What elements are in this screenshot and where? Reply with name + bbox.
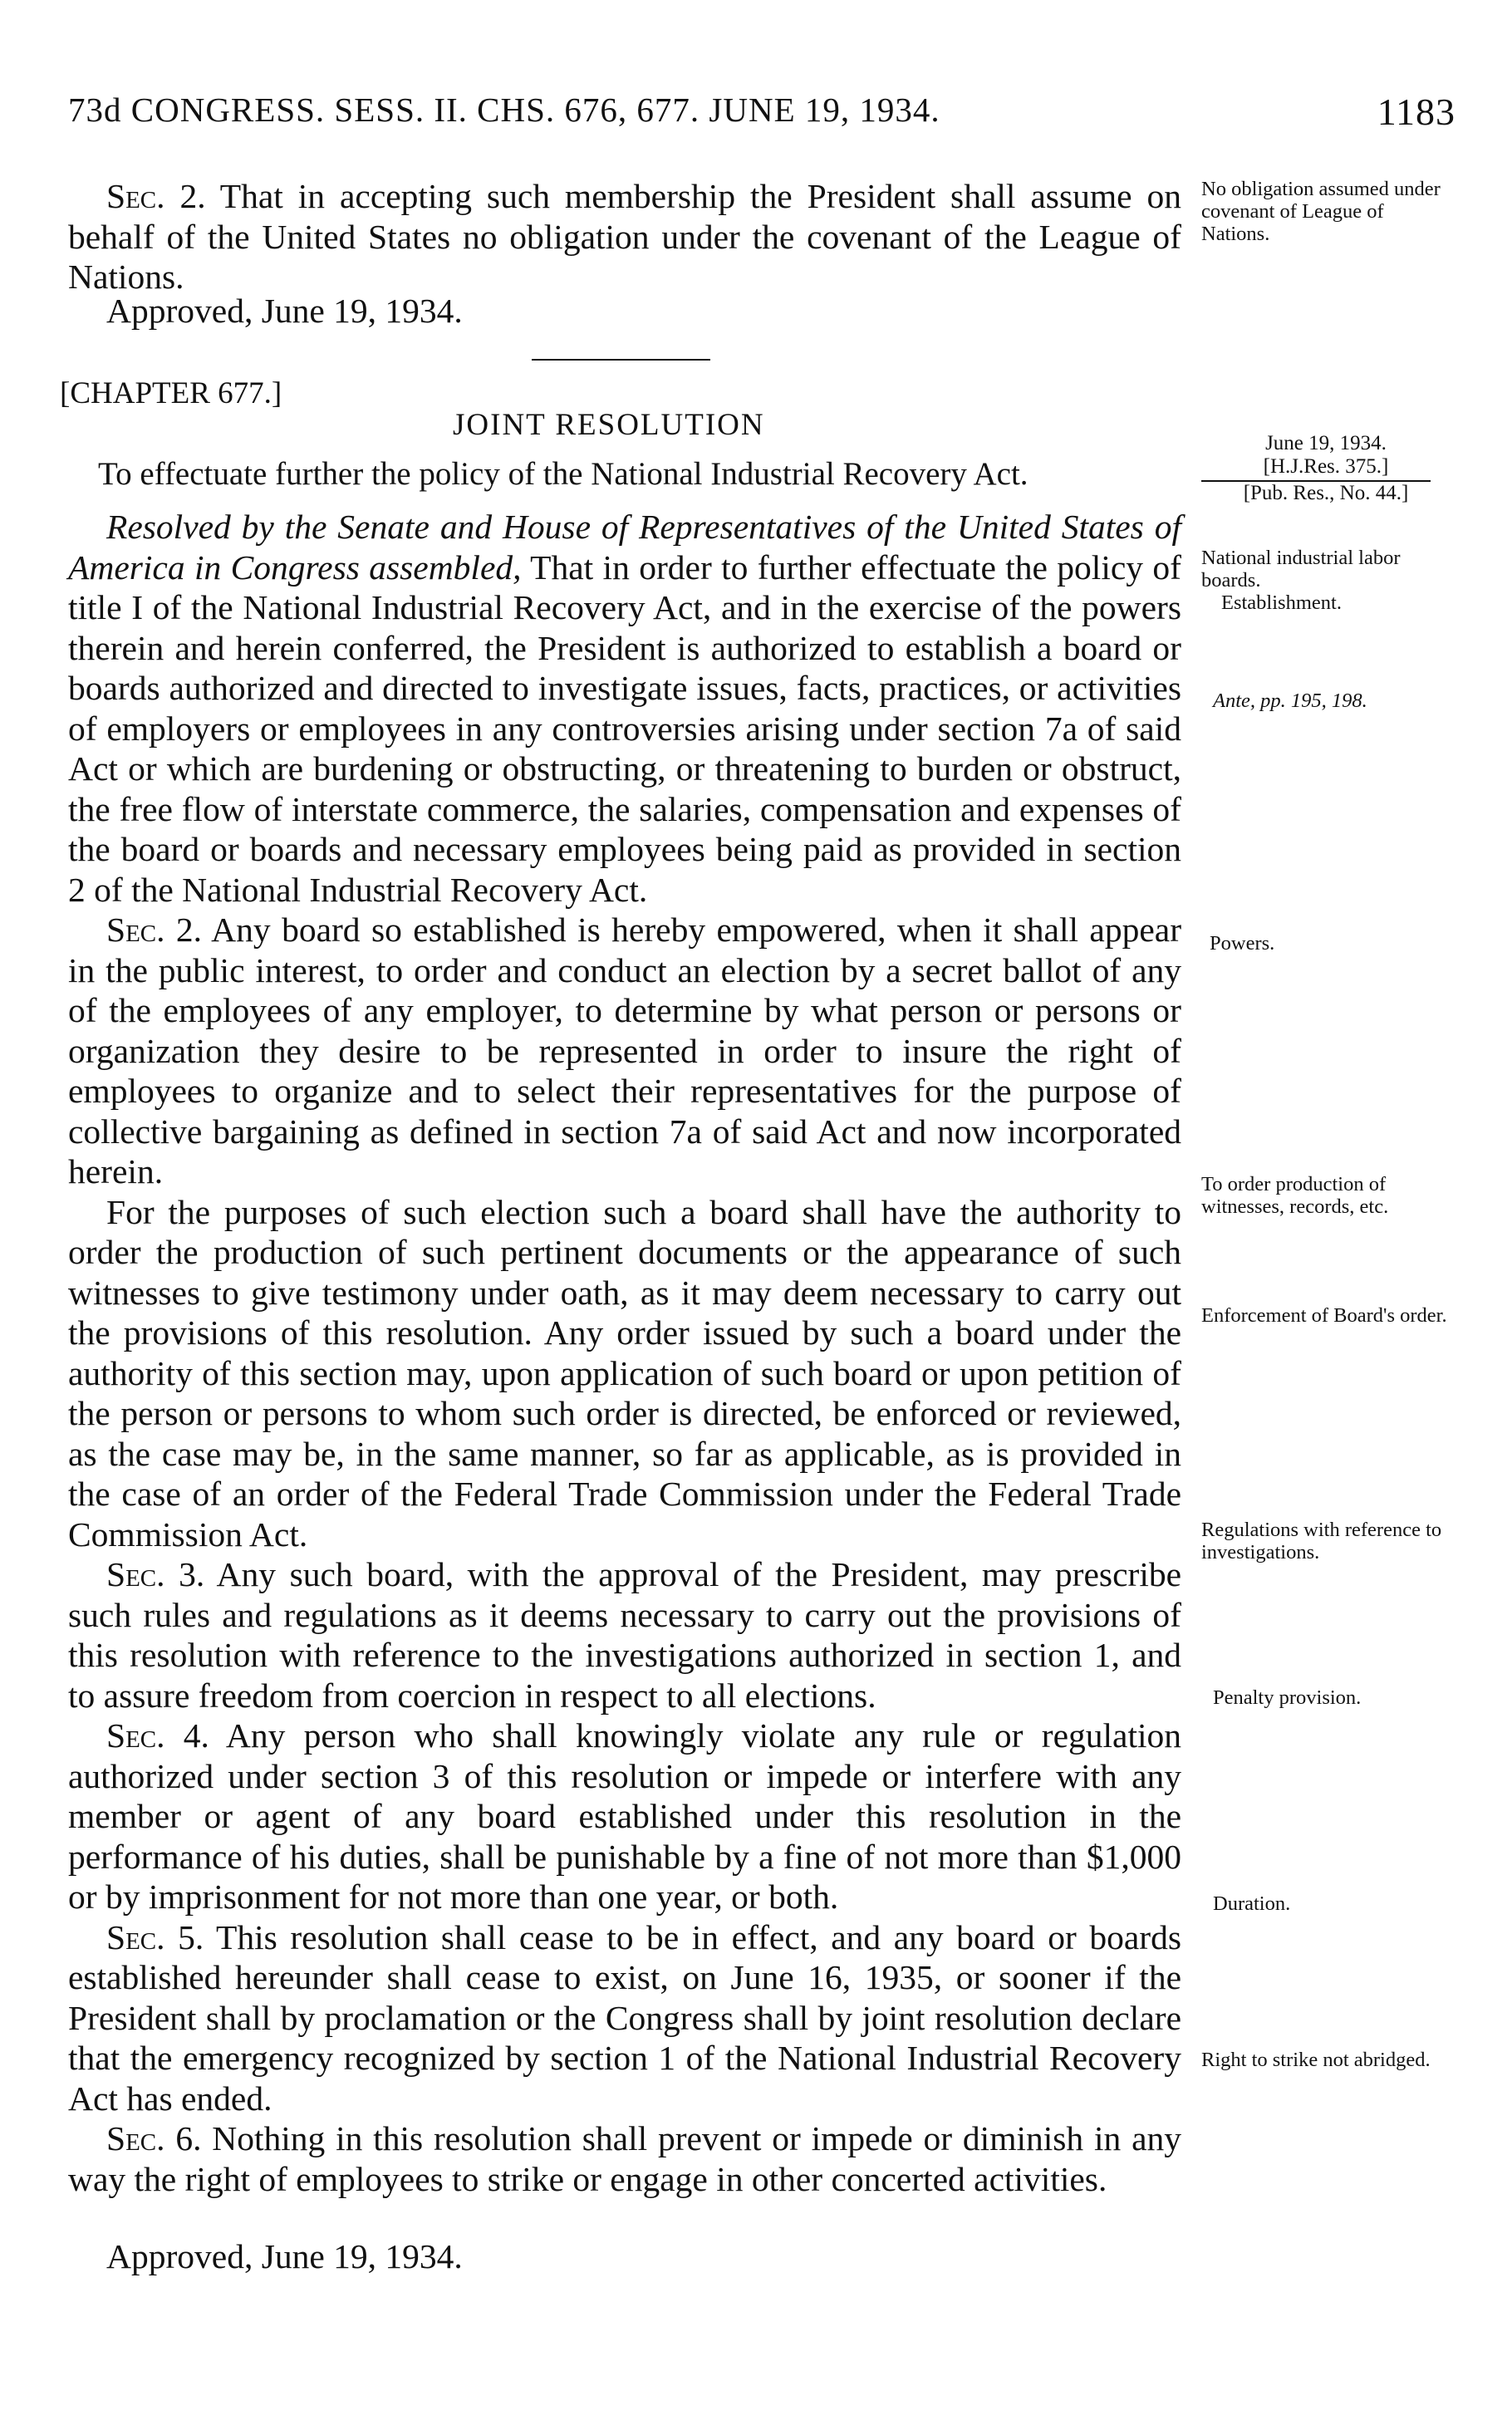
prior-approved: Approved, June 19, 1934. (106, 292, 463, 330)
margin-note-regulations: Regulations with reference to investigations. (1201, 1519, 1442, 1563)
enacting-clause: Resolved by the Senate and House of Representatives of the United States of America in Congress assembled, (68, 508, 1181, 587)
margin-note-ante: Ante, pp. 195, 198. (1213, 690, 1367, 712)
margin-note-enforcement: Enforcement of Board's order. (1201, 1304, 1447, 1327)
enactment-date: June 19, 1934. (1265, 432, 1387, 454)
chapter-divider (532, 359, 710, 361)
sec1-text: That in order to further effectuate the policy of title I of the National Industrial Recovery Act, and in the exercise of the powers therein and herein conferred, the President is authorized to establish a board or boards authorized and directed to investigate issues, facts, practices, or activities of employers or employees in any controversies arising under section 7a of said Act or which are burdening or obstructing, or threatening to burden or obstruct, the free flow of interstate commerce, the salaries, compensation and expenses of the board or boards and necessary employees being paid as provided in section 2 of the National Industrial Recovery Act. (68, 547, 1181, 909)
sec-label: Sec. (106, 177, 165, 215)
pub-res-number: [Pub. Res., No. 44.] (1243, 482, 1409, 504)
section-4: Sec. 4. Any person who shall knowingly violate any rule or regulation authorized under section 3 of this resolution or impede or interfere with any member or agent of any board established under this resolution in the performance of his duties, shall be punishable by a fine of not more than $1,000 or by imprisonment for not more than one year, or both. (68, 1716, 1182, 1916)
sec5-text: This resolution shall cease to be in effect, and any board or boards established hereunder shall cease to exist, on June 16, 1935, or sooner if the President shall by proclamation or the Congress shall by joint resolution declare that the emergency recognized by section 1 of the National Industrial Recovery Act has ended. (68, 1917, 1181, 2118)
margin-note-labor-boards: National industrial labor boards. (1201, 547, 1401, 591)
margin-note-powers: Powers. (1210, 932, 1275, 955)
chapter-label: [CHAPTER 677.] (60, 376, 282, 410)
resolution-body (68, 507, 1181, 2199)
margin-note-duration: Duration. (1213, 1892, 1291, 1915)
section-2: Sec. 2. Any board so established is hereby empowered, when it shall appear in the public interest, to order and conduct an election by a secret ballot of any of the employees of any employer, to determine by what person or persons or organization they desire to be represented in order to insure the right of employees to organize and to select their representatives for the purpose of collective bargaining as defined in section 7a of said Act and now incorporated herein. (68, 911, 1182, 1190)
section-5: Sec. 5. This resolution shall cease to be in effect, and any board or boards established hereunder shall cease to exist, on June 16, 1935, or sooner if the President shall by proclamation or the Congress shall by joint resolution declare that the emergency recognized by section 1 of the National Industrial Recovery Act has ended. (68, 1917, 1181, 2118)
election-purposes-paragraph: For the purposes of such election such a board shall have the authority to order the production of such pertinent documents or the appearance of such witnesses to give testimony under oath, as it may deem necessary to carry out the provisions of this resolution. Any order issued by such a board under the authority of this section may, upon application of such board or upon petition of the person or persons to whom such order is directed, be enforced or reviewed, as the case may be, in the same manner, so far as applicable, as is provided in the case of an order of the Federal Trade Commission under the Federal Trade Commission Act. (68, 1192, 1181, 1554)
sec3-text: Any such board, with the approval of the President, may prescribe such rules and regulations as it deems necessary to carry out the provisions of this resolution with reference to the investigations authorized in section 1, and to assure freedom from coercion in respect to all elections. (68, 1555, 1182, 1715)
resolution-purpose: To effectuate further the policy of the National Industrial Recovery Act. (98, 456, 1028, 492)
final-approved: Approved, June 19, 1934. (106, 2237, 463, 2275)
page-number: 1183 (1377, 91, 1456, 133)
prior-section-2 (68, 176, 1181, 297)
sec4-text: Any person who shall knowingly violate any rule or regulation authorized under section 3 of this resolution or impede or interfere with any member or agent of any board established under this resolution in the performance of his duties, shall be punishable by a fine of not more than $1,000 or by imprisonment for not more than one year, or both. (68, 1716, 1182, 1916)
margin-note-order-production: To order production of witnesses, records, etc. (1201, 1173, 1389, 1218)
margin-note-strike: Right to strike not abridged. (1201, 2049, 1431, 2071)
section-1 (68, 507, 1181, 910)
margin-note-no-obligation: No obligation assumed under covenant of League of Nations. (1201, 178, 1441, 245)
running-head: 73d CONGRESS. SESS. II. CHS. 676, 677. JUNE 19, 1934. (68, 91, 940, 129)
prior-sec2-text: 2. That in accepting such membership the President shall assume on behalf of the United States no obligation under the covenant of the League of Nations. (68, 177, 1181, 296)
joint-resolution-title: JOINT RESOLUTION (453, 408, 765, 442)
section-3: Sec. 3. Any such board, with the approval of the President, may prescribe such rules and regulations as it deems necessary to carry out the provisions of this resolution with reference to the investigations authorized in section 1, and to assure freedom from coercion in respect to all elections. (68, 1555, 1182, 1715)
running-header (68, 90, 1456, 133)
hj-res-number: [H.J.Res. 375.] (1263, 455, 1389, 478)
margin-note-penalty: Penalty provision. (1213, 1686, 1362, 1709)
sec2-text: Any board so established is hereby empowered, when it shall appear in the public interest, to order and conduct an election by a secret ballot of any of the employees of any employer, to determine by what person or persons or organization they desire to be represented in order to insure the right of employees to organize and to select their representatives for the purpose of collective bargaining as defined in section 7a of said Act and now incorporated herein. (68, 911, 1182, 1190)
sec6-text: Nothing in this resolution shall prevent or impede or diminish in any way the right of employees to strike or engage in other concerted activities. (68, 2119, 1182, 2198)
section-6: Sec. 6. Nothing in this resolution shall prevent or impede or diminish in any way the right of employees to strike or engage in other concerted activities. (68, 2119, 1182, 2198)
margin-note-establishment: Establishment. (1221, 591, 1342, 614)
